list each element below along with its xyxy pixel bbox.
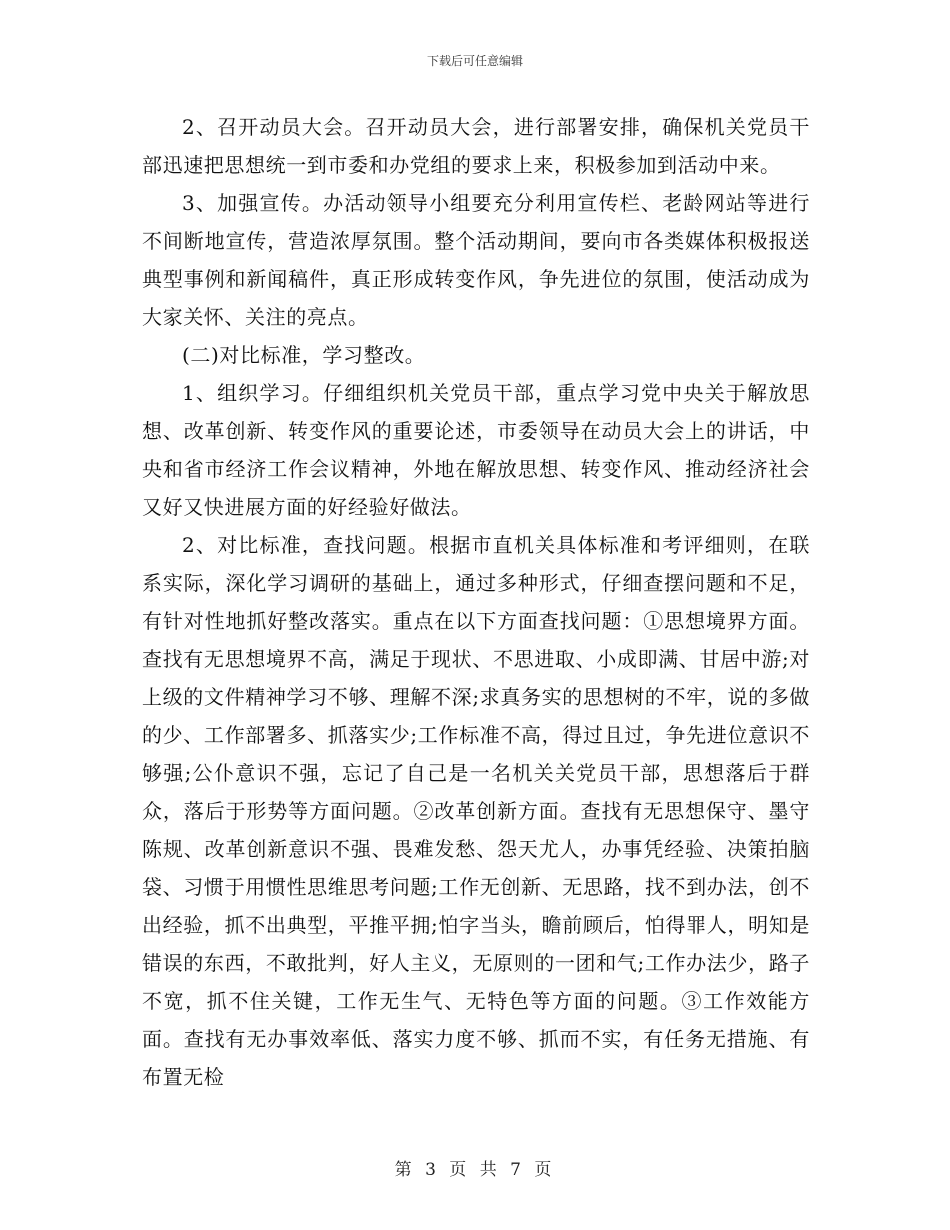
paragraph-find-problems: 2、对比标准，查找问题。根据市直机关具体标准和考评细则，在联系实际，深化学习调研的基础上，通过多种形式，仔细查摆问题和不足，有针对性地抓好整改落实。重点在以下方面查找问题：①思想境界方面。查找有无思想境界不高，满足于现状、不思进取、小成即满、甘居中游;对上级的文件精神学习不够、理解不深;求真务实的思想树的不牢，说的多做的少、工作部署多、抓落实少;工作标准不高，得过且过，争先进位意识不够强;公仆意识不强，忘记了自己是一名机关关党员干部，思想落后于群众，落后于形势等方面问题。②改革创新方面。查找有无思想保守、墨守陈规、改革创新意识不强、畏难发愁、怨天尤人，办事凭经验、决策拍脑袋、习惯于用惯性思维思考问题;工作无创新、无思路，找不到办法，创不出经验，抓不出典型，平推平拥;怕字当头，瞻前顾后，怕得罪人，明知是错误的东西，不敢批判，好人主义，无原则的一团和气;工作办法少，路子不宽，抓不住关键，工作无生气、无特色等方面的问题。③工作效能方面。查找有无办事效率低、落实力度不够、抓而不实，有任务无措施、有布置无检 xyxy=(142,533,811,1089)
paragraph-mobilization-meeting: 2、召开动员大会。召开动员大会，进行部署安排，确保机关党员干部迅速把思想统一到市委和办党组的要求上来，积极参加到活动中来。 xyxy=(142,115,810,177)
section-heading-study-rectify: (二)对比标准，学习整改。 xyxy=(182,343,426,367)
header-note: 下载后可任意编辑 xyxy=(426,54,523,68)
page-number-footer: 第 3 页 共 7 页 xyxy=(394,1160,556,1180)
paragraph-organize-study: 1、组织学习。仔细组织机关党员干部，重点学习党中央关于解放思想、改革创新、转变作风的重要论述，市委领导在动员大会上的讲话，中央和省市经济工作会议精神，外地在解放思想、转变作风、推动经济社会又好又快进展方面的好经验好做法。 xyxy=(142,381,810,519)
paragraph-publicity: 3、加强宣传。办活动领导小组要充分利用宣传栏、老龄网站等进行不间断地宣传，营造浓厚氛围。整个活动期间，要向市各类媒体积极报送典型事例和新闻稿件，真正形成转变作风，争先进位的氛围，使活动成为大家关怀、关注的亮点。 xyxy=(142,191,810,329)
body-text xyxy=(142,108,810,1096)
